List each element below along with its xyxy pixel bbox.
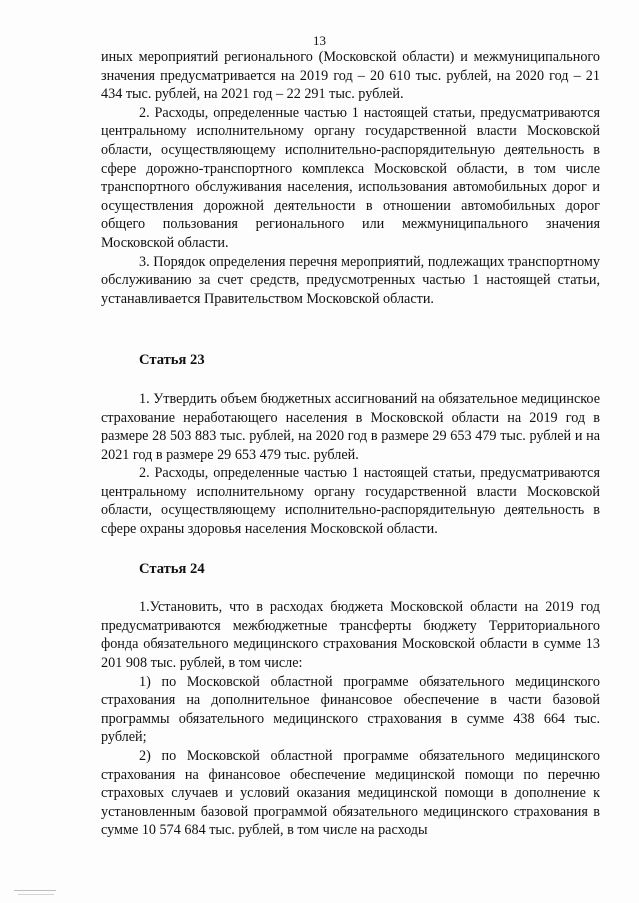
- paragraph-procedure: 3. Порядок определения перечня мероприятий, подлежащих транспортному обслуживанию за счет средств, предусмотренных частью 1 настоящей статьи, устанавливается Правительством Московской области.: [101, 253, 600, 307]
- scan-artifact-line: [14, 890, 56, 891]
- article-24-heading: Статья 24: [139, 560, 205, 577]
- list-item-2: 2) по Московской областной программе обязательного медицинского страхования на финансовое обеспечение медицинской помощи по перечню страховых случаев и условий оказания медицинской помощи в дополнение к установленным базовой программой обязательного медицинского страхования в сумме 10 574 684 тыс. рублей, в том числе на расходы: [101, 748, 600, 839]
- list-item-1: 1) по Московской областной программе обязательного медицинского страхования на дополнительное финансовое обеспечение в части базовой программы обязательного медицинского страхования в сумме 438 664 тыс. рублей;: [101, 673, 600, 746]
- scan-artifact-line: [18, 894, 54, 895]
- paragraph-continuation: иных мероприятий регионального (Московской области) и межмуниципального значения предусматривается на 2019 год – 20 610 тыс. рублей, на 2020 год – 21 434 тыс. рублей, на 2021 год – 22 291 тыс. рублей.: [101, 49, 600, 103]
- article-23-heading: Статья 23: [139, 352, 205, 369]
- paragraph-expenses-transport: 2. Расходы, определенные частью 1 настоящей статьи, предусматриваются центральному исполнительному органу государственной власти Московской области, осуществляющему исполнительно-распорядительную деятельность в сфере дорожно-транспортного комплекса Московской области, в том числе транспортного обслуживания населения, использования автомобильных дорог и осуществления дорожной деятельности в отношении автомобильных дорог общего пользования регионального или межмуниципального значения Московской области.: [101, 104, 600, 251]
- paragraph-expenses-health: 2. Расходы, определенные частью 1 настоящей статьи, предусматриваются центральному исполнительному органу государственной власти Московской области, осуществляющему исполнительно-распорядительную деятельность в сфере охраны здоровья населения Московской области.: [101, 465, 600, 538]
- paragraph-approve-allocations: 1. Утвердить объем бюджетных ассигнований на обязательное медицинское страхование неработающего населения в Московской области на 2019 год в размере 28 503 883 тыс. рублей, на 2020 год в размере 29 653 479 тыс. рублей и на 2021 год в размере 29 653 479 тыс. рублей.: [101, 390, 600, 463]
- document-body: [101, 48, 600, 840]
- paragraph-transfers: 1.Установить, что в расходах бюджета Московской области на 2019 год предусматриваются межбюджетные трансферты бюджету Территориального фонда обязательного медицинского страхования Московской области в сумме 13 201 908 тыс. рублей, в том числе:: [101, 599, 600, 672]
- page-number: 13: [313, 33, 326, 48]
